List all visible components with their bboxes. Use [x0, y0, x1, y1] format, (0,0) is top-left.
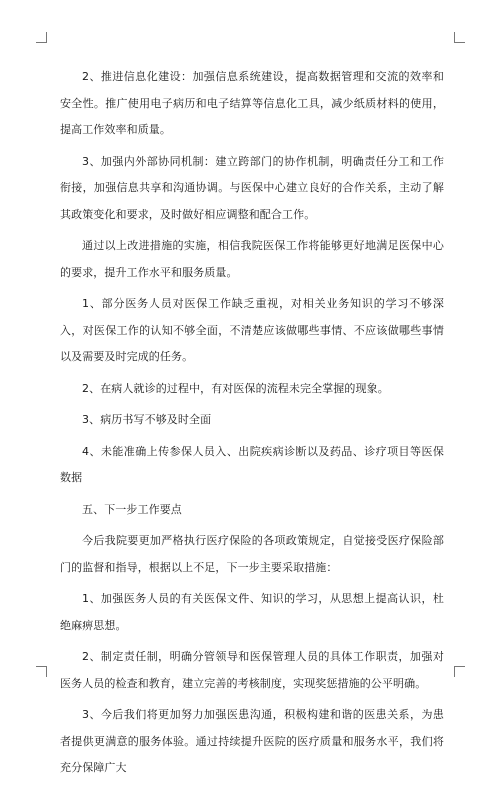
crop-mark-top-right [454, 32, 465, 43]
paragraph-2: 3、加强内外部协同机制：建立跨部门的协作机制，明确责任分工和工作衔接，加强信息共享和沟通协调。与医保中心建立良好的合作关系，主动了解其政策变化和要求，及时做好相应调整和配合工作。 [60, 154, 444, 221]
paragraph-3: 通过以上改进措施的实施，相信我院医保工作将能够更好地满足医保中心的要求，提升工作水平和服务质量。 [60, 239, 444, 279]
paragraph-11: 2、制定责任制，明确分管领导和医保管理人员的具体工作职责，加强对医务人员的检查和教育，建立完善的考核制度，实现奖惩措施的公平明确。 [60, 650, 444, 690]
paragraph-4: 1、部分医务人员对医保工作缺乏重视，对相关业务知识的学习不够深入，对医保工作的认知不够全面，不清楚应该做哪些事情、不应该做哪些事情以及需要及时完成的任务。 [60, 297, 444, 363]
paragraph-10: 1、加强医务人员的有关医保文件、知识的学习，从思想上提高认识，杜绝麻痹思想。 [60, 592, 444, 632]
crop-mark-bottom-left [36, 666, 47, 677]
paragraph-6: 3、病历书写不够及时全面 [82, 413, 212, 426]
paragraph-1: 2、推进信息化建设：加强信息系统建设，提高数据管理和交流的效率和安全性。推广使用电子病历和电子结算等信息化工具，减少纸质材料的使用，提高工作效率和质量。 [60, 70, 444, 136]
section-heading: 五、下一步工作要点 [82, 502, 182, 516]
crop-mark-bottom-right [454, 666, 465, 677]
paragraph-9: 今后我院要更加严格执行医疗保险的各项政策规定，自觉接受医疗保险部门的监督和指导，根据以上不足，下一步主要采取措施： [60, 534, 444, 574]
crop-mark-top-left [36, 32, 47, 43]
paragraph-7: 4、未能准确上传参保人员入、出院疾病诊断以及药品、诊疗项目等医保数据 [60, 444, 444, 484]
document-body [60, 64, 444, 787]
paragraph-12: 3、今后我们将更加努力加强医患沟通，积极构建和谐的医患关系，为患者提供更满意的服务体验。通过持续提升医院的医疗质量和服务水平，我们将充分保障广大 [60, 708, 444, 774]
paragraph-5: 2、在病人就诊的过程中，有对医保的流程未完全掌握的现象。 [82, 381, 389, 395]
